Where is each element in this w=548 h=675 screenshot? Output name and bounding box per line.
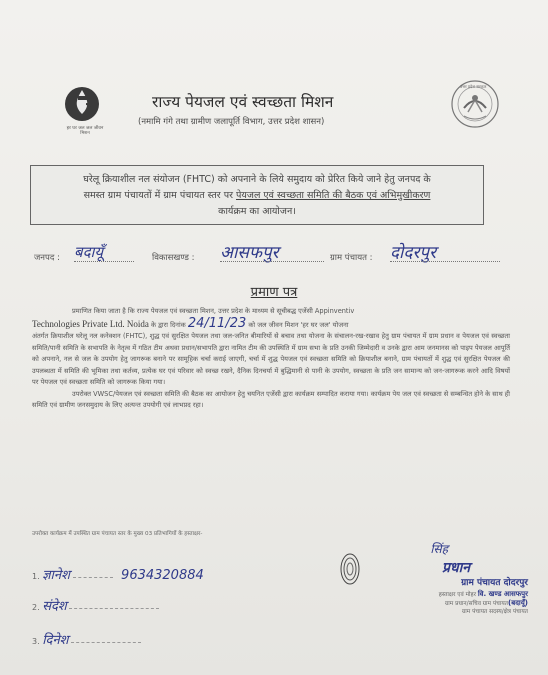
stamp-gram-panchayat: ग्राम पंचायत दोदरपुर [461,578,528,588]
pradhan-signature-block [338,538,528,628]
signature-dash [69,607,159,609]
signature-seal-label: हस्ताक्षर एवं मोहर [438,592,476,598]
signatory-name: दिनेश [42,633,69,648]
header [60,78,500,138]
stamp-lines [338,590,528,616]
signatory-row [32,565,204,583]
stamp-line-1 [338,590,528,599]
panchayat-value: दोदरपुर [390,243,437,263]
banner-line-3: कार्यक्रम का आयोजन। [218,206,296,217]
district-value: बदायूँ [74,243,104,261]
logo-caption: हर घर जल जल जीवन मिशन [66,126,104,136]
location-fields [34,240,504,270]
body-paragraph-1: अंतर्गत क्रियाशील घरेलू नल कनेक्शन (FHTC), शुद्ध एवं सुरक्षित पेयजल तथा जल-जनित बीमारियों से बचाव तथा योजना के संचालन-रख-रखाव हेतु ग्राम पंचायत में ग्राम प्रधान व पेयजल एवं स्वच्छता समिति/पानी समिति के सभापति के नेतृत्व में गठित टीम अथवा प्रधान/सभापति द्वारा नामित टीम की उपस्थिति में ग्राम सभा के प्रति उनकी जिम्मेदारी व उनके द्वारा आम जनमानस को पाइप पेयजल आपूर्ति को अपनाने, नल से जल के उपयोग हेतु जागरूक बनाने पर सामूहिक चर्चा कराई जाएगी, चर्चा में शुद्ध पेयजल एवं स्वच्छता समिति को क्रियाशील बनाने, ग्राम पंचायतों में शुद्ध एवं सुरक्षित पेयजल की उपलब्धता में समिति की भूमिका तथा कर्तव्य, प्रत्येक घर एवं परिवार को स्वच्छ रखने, दैनिक दिनचर्या में बुद्धिमानी से पानी के उपयोग, स्वच्छता के प्रति जन सामान्य को जन-जागरूक करने आदि विषयों पर पेयजल एवं स्वच्छता समिति को जागरूक किया गया। [32,332,510,386]
banner-line-1: घरेलू क्रियाशील नल संयोजन (FHTC) को अपनाने के लिये समुदाय को प्रेरित किये जाने हेतु जनपद के [83,174,431,185]
mission-subtitle: (नमामि गंगे तथा ग्रामीण जलापूर्ति विभाग, उत्तर प्रदेश शासन) [138,117,325,127]
stamp-district: (बदायूँ) [508,599,528,607]
signatory-name: ज्ञानेश [42,568,70,583]
certificate-body [32,306,510,412]
district-label: जनपद : [34,253,60,263]
emblem-label: उत्तर प्रदेश सरकार [460,84,487,89]
signatory-row [32,630,141,648]
block-value: आसफपुर [220,243,279,263]
signatory-phone: 9634320884 [121,568,204,583]
pradhan-signature: सिंह [430,542,448,556]
signatory-number: 3. [32,637,40,646]
stamp-pradhan: प्रधान [442,560,470,576]
signatory-number: 1. [32,572,40,581]
banner-line-2-underlined: पेयजल एवं स्वच्छता समिति की बैठक एवं अभिमुखीकरण [236,190,431,201]
programme-date: 24/11/23 [187,315,247,331]
banner-line-2 [31,188,483,201]
signatory-number: 2. [32,603,40,612]
pradhan-secretary-label: ग्राम प्रधान/सचिव ग्राम पंचायत [444,601,508,607]
block-label: विकासखण्ड : [152,253,195,263]
programme-banner [30,165,484,225]
date-suffix: को जल जीवन मिशन 'हर घर जल' योजना [248,320,349,329]
panchayat-label: ग्राम पंचायत : [330,253,373,263]
signature-dash [73,576,113,578]
up-government-emblem [450,78,500,130]
date-prefix: के द्वारा दिनांक [148,320,186,329]
member-label: ग्राम पंचायत सदस्य/क्षेत्र पंचायत [462,609,528,615]
body-line-1: प्रमाणित किया जाता है कि राज्य पेयजल एवं स्वच्छता मिशन, उत्तर प्रदेश के माध्यम से सूचीबद्ध एजेंसी Appinventiv [72,307,355,315]
signatory-row [32,596,159,614]
stamp-line-2 [338,599,528,608]
signature-dash [71,641,141,643]
signatories-intro: उपरोक्त कार्यक्रम में उपस्थित ग्राम पंचायत स्तर के मुख्य 03 प्रतिभागियों के हस्ताक्षर- [32,531,203,537]
body-paragraph-2: उपरोक्त VWSC/पेयजल एवं स्वच्छता समिति की बैठक का आयोजन हेतु चयनित एजेंसी द्वारा कार्यक्रम सम्पादित कराया गया। कार्यक्रम पेय जल एवं स्वच्छता से सम्बन्धित होने के साथ ही समिति एवं ग्रामीण जनसमुदाय के लिए अत्यन्त उपयोगी एवं लाभप्रद रहा। [32,389,510,409]
stamp-block: वि. खण्ड आसफपुर [477,590,528,598]
block-dots [220,260,324,262]
agency-name: Technologies Private Ltd. Noida [32,318,149,329]
thumbprint-icon [338,550,362,588]
banner-line-2-prefix: समस्त ग्राम पंचायतों में ग्राम पंचायत स्तर पर [83,190,236,201]
mission-title: राज्य पेयजल एवं स्वच्छता मिशन [152,93,334,111]
district-dots [74,260,134,262]
certificate-title: प्रमाण पत्र [250,285,298,300]
panchayat-dots [390,260,500,262]
body-line-2 [32,315,510,332]
signatory-name: संदेश [42,599,67,614]
har-ghar-jal-logo [60,84,106,138]
